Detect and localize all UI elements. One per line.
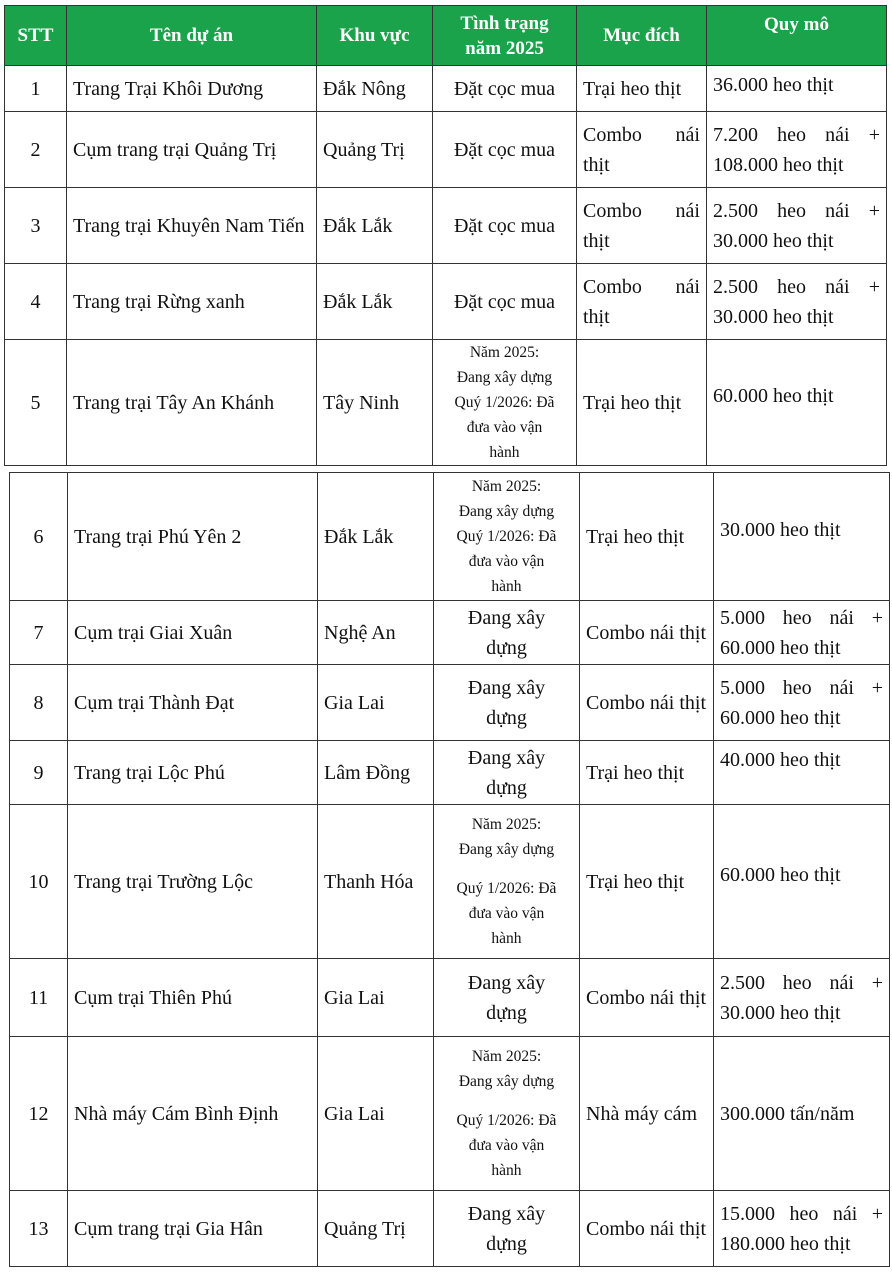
row-name: Nhà máy Cám Bình Định xyxy=(68,1037,318,1191)
status-line: hành xyxy=(489,444,520,461)
row-name: Cụm trại Thiên Phú xyxy=(68,959,318,1037)
status-line: dựng xyxy=(486,1001,527,1024)
row-status: Đặt cọc mua xyxy=(433,188,577,264)
row-status xyxy=(434,741,580,805)
row-stt: 6 xyxy=(10,473,68,601)
project-table-part-2 xyxy=(9,472,890,1267)
status-line: Đang xây xyxy=(467,1202,546,1225)
row-status xyxy=(434,601,580,665)
status-line: Đang xây dựng xyxy=(458,841,555,858)
row-scale: 15.000 heo nái + 180.000 heo thịt xyxy=(714,1191,890,1267)
row-stt: 10 xyxy=(10,805,68,959)
status-line: Đang xây dựng xyxy=(458,503,555,520)
status-spacer xyxy=(440,1094,573,1108)
row-status xyxy=(433,340,577,466)
row-scale: 7.200 heo nái + 108.000 heo thịt xyxy=(707,112,887,188)
status-line: Năm 2025: xyxy=(471,1048,542,1065)
header-status-line1: Tình trạng xyxy=(460,12,549,34)
status-line: Đang xây xyxy=(467,746,546,769)
row-region: Nghệ An xyxy=(318,601,434,665)
row-status xyxy=(434,1191,580,1267)
row-stt: 11 xyxy=(10,959,68,1037)
row-status: Đặt cọc mua xyxy=(433,264,577,340)
row-purpose: Combo nái thịt xyxy=(580,665,714,741)
status-line: hành xyxy=(491,578,522,595)
status-line: hành xyxy=(491,930,522,947)
project-table-part-1 xyxy=(4,5,887,466)
row-stt: 9 xyxy=(10,741,68,805)
status-line: dựng xyxy=(486,1232,527,1255)
status-line: Đang xây xyxy=(467,971,546,994)
row-name: Trang trại Phú Yên 2 xyxy=(68,473,318,601)
status-line: Đang xây dựng xyxy=(458,1073,555,1090)
row-name: Cụm trang trại Quảng Trị xyxy=(67,112,317,188)
status-line: dựng xyxy=(486,636,527,659)
row-purpose: Trại heo thịt xyxy=(577,66,707,112)
table-row xyxy=(5,264,887,340)
row-stt: 13 xyxy=(10,1191,68,1267)
row-name: Trang trại Tây An Khánh xyxy=(67,340,317,466)
row-stt: 7 xyxy=(10,601,68,665)
status-line: Đang xây dựng xyxy=(456,369,553,386)
header-scale: Quy mô xyxy=(707,6,887,66)
row-scale: 60.000 heo thịt xyxy=(714,805,890,959)
row-purpose: Combo nái thịt xyxy=(577,112,707,188)
row-purpose: Trại heo thịt xyxy=(580,805,714,959)
table-row xyxy=(10,1191,890,1267)
header-name: Tên dự án xyxy=(67,6,317,66)
header-region: Khu vực xyxy=(317,6,433,66)
status-line: Năm 2025: xyxy=(471,478,542,495)
row-stt: 1 xyxy=(5,66,67,112)
row-status xyxy=(434,805,580,959)
header-status-line2: năm 2025 xyxy=(465,37,544,59)
row-region: Lâm Đồng xyxy=(318,741,434,805)
row-status xyxy=(434,665,580,741)
status-line: Năm 2025: xyxy=(471,816,542,833)
row-stt: 5 xyxy=(5,340,67,466)
row-region: Tây Ninh xyxy=(317,340,433,466)
row-stt: 2 xyxy=(5,112,67,188)
row-status xyxy=(434,473,580,601)
row-name: Cụm trại Thành Đạt xyxy=(68,665,318,741)
header-purpose: Mục đích xyxy=(577,6,707,66)
row-region: Quảng Trị xyxy=(318,1191,434,1267)
row-stt: 12 xyxy=(10,1037,68,1191)
row-scale: 60.000 heo thịt xyxy=(707,340,887,466)
status-line: dựng xyxy=(486,706,527,729)
status-line: Quý 1/2026: Đã xyxy=(456,1112,557,1129)
row-name: Trang trại Khuyên Nam Tiến xyxy=(67,188,317,264)
status-line: dựng xyxy=(486,776,527,799)
row-region: Quảng Trị xyxy=(317,112,433,188)
row-purpose: Trại heo thịt xyxy=(580,473,714,601)
table-row xyxy=(10,959,890,1037)
row-region: Đắk Nông xyxy=(317,66,433,112)
row-stt: 8 xyxy=(10,665,68,741)
header-status xyxy=(433,6,577,66)
row-scale: 300.000 tấn/năm xyxy=(714,1037,890,1191)
table-row xyxy=(10,601,890,665)
row-status xyxy=(434,1037,580,1191)
row-scale: 2.500 heo nái + 30.000 heo thịt xyxy=(707,264,887,340)
status-line: Quý 1/2026: Đã xyxy=(454,394,555,411)
row-scale: 40.000 heo thịt xyxy=(714,741,890,805)
status-line: đưa vào vận xyxy=(468,553,545,570)
row-purpose: Combo nái thịt xyxy=(577,264,707,340)
row-purpose: Combo nái thịt xyxy=(580,1191,714,1267)
row-purpose: Nhà máy cám xyxy=(580,1037,714,1191)
row-region: Gia Lai xyxy=(318,959,434,1037)
status-line: hành xyxy=(491,1162,522,1179)
row-status xyxy=(434,959,580,1037)
table-row xyxy=(5,188,887,264)
table-row xyxy=(10,473,890,601)
row-scale: 2.500 heo nái + 30.000 heo thịt xyxy=(714,959,890,1037)
row-region: Đắk Lắk xyxy=(317,188,433,264)
table-row xyxy=(10,1037,890,1191)
row-region: Đắk Lắk xyxy=(318,473,434,601)
row-status: Đặt cọc mua xyxy=(433,66,577,112)
status-line: Năm 2025: xyxy=(469,344,540,361)
row-scale: 5.000 heo nái + 60.000 heo thịt xyxy=(714,601,890,665)
table-row xyxy=(5,66,887,112)
row-region: Gia Lai xyxy=(318,665,434,741)
row-scale: 5.000 heo nái + 60.000 heo thịt xyxy=(714,665,890,741)
status-line: đưa vào vận xyxy=(468,905,545,922)
row-purpose: Trại heo thịt xyxy=(580,741,714,805)
row-stt: 3 xyxy=(5,188,67,264)
table-row xyxy=(5,112,887,188)
status-line: Quý 1/2026: Đã xyxy=(456,528,557,545)
row-region: Thanh Hóa xyxy=(318,805,434,959)
row-scale: 36.000 heo thịt xyxy=(707,66,887,112)
row-name: Cụm trang trại Gia Hân xyxy=(68,1191,318,1267)
row-name: Trang trại Trường Lộc xyxy=(68,805,318,959)
status-line: Đang xây xyxy=(467,606,546,629)
status-spacer xyxy=(440,862,573,876)
row-stt: 4 xyxy=(5,264,67,340)
row-purpose: Combo nái thịt xyxy=(580,959,714,1037)
row-purpose: Combo nái thịt xyxy=(580,601,714,665)
row-name: Trang trại Rừng xanh xyxy=(67,264,317,340)
row-purpose: Trại heo thịt xyxy=(577,340,707,466)
header-stt: STT xyxy=(5,6,67,66)
table-row xyxy=(10,805,890,959)
row-purpose: Combo nái thịt xyxy=(577,188,707,264)
table-row xyxy=(10,741,890,805)
row-scale: 30.000 heo thịt xyxy=(714,473,890,601)
row-region: Gia Lai xyxy=(318,1037,434,1191)
status-line: Đang xây xyxy=(467,676,546,699)
status-line: đưa vào vận xyxy=(468,1137,545,1154)
table-header-row xyxy=(5,6,887,66)
table-row xyxy=(5,340,887,466)
status-line: Quý 1/2026: Đã xyxy=(456,880,557,897)
row-status: Đặt cọc mua xyxy=(433,112,577,188)
row-scale: 2.500 heo nái + 30.000 heo thịt xyxy=(707,188,887,264)
status-line: đưa vào vận xyxy=(466,419,543,436)
row-name: Trang Trại Khôi Dương xyxy=(67,66,317,112)
row-name: Cụm trại Giai Xuân xyxy=(68,601,318,665)
row-name: Trang trại Lộc Phú xyxy=(68,741,318,805)
table-row xyxy=(10,665,890,741)
row-region: Đắk Lắk xyxy=(317,264,433,340)
